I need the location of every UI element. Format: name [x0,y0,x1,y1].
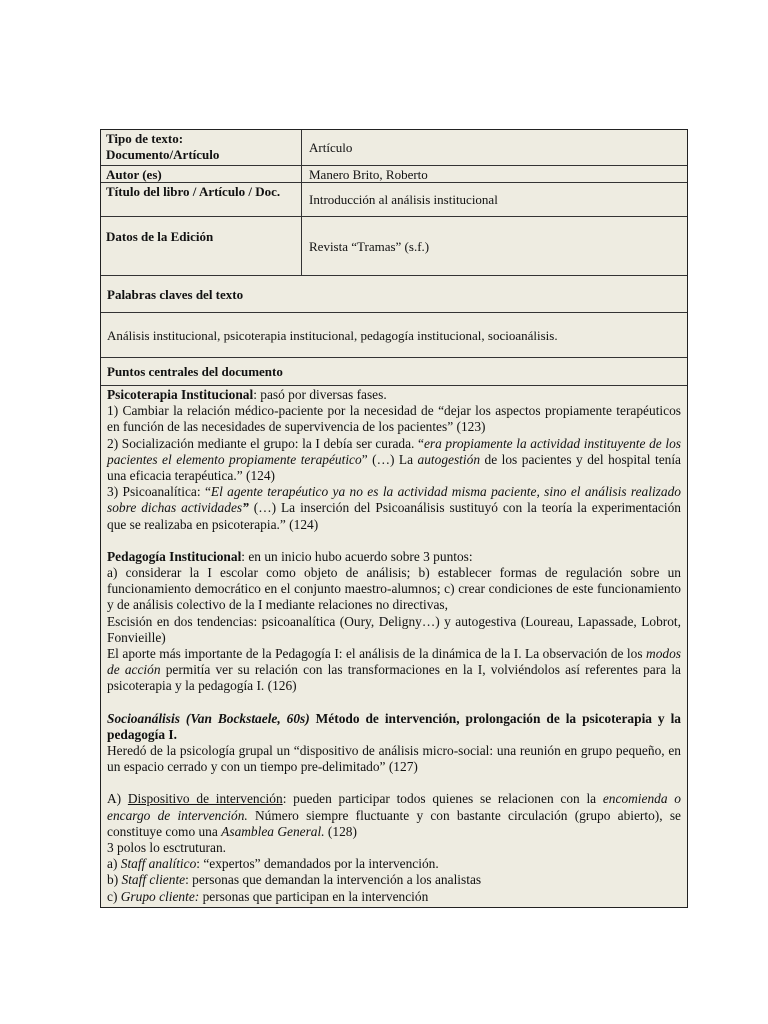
socioanalisis-title [107,711,681,743]
psicoterapia-point-1: 1) Cambiar la relación médico-paciente por la necesidad de “dejar los aspectos propiamente terapéuticos en función de las necesidades de supervivencia de los pacientes” (123) [107,403,681,435]
socioanalisis-point-1: Heredó de la psicología grupal un “dispositivo de análisis micro-social: una reunión en grupo pequeño, en un espacio cerrado y con un tiempo pre-delimitado” (127) [107,743,681,775]
psicoterapia-point-2 [107,436,681,485]
pedagogia-title: Pedagogía Institucional [107,548,242,564]
row-titulo [101,183,687,217]
polo-a-text: : “expertos” demandados por la intervención. [196,856,439,872]
row-points-body [101,386,687,907]
peda-p3-text-a: El aporte más importante de la Pedagogía I: el análisis de la dinámica de la I. La observación de los [107,646,647,662]
p2-autogestion: autogestión [417,451,481,467]
grupo-cliente: Grupo cliente: [120,888,200,904]
value-titulo: Introducción al análisis institucional [309,192,498,207]
row-keywords-heading [101,276,687,313]
p2-quote: era propiamente la actividad instituyente de los pacientes el elemento propiamente terapéutico [107,435,681,467]
psicoterapia-title: Psicoterapia Institucional [107,387,254,402]
polo-b-prefix: b) [107,872,122,888]
a-prefix: A) [107,791,128,807]
peda-p3-text-b: permitía ver su relación con las transformaciones en la I, volviéndolos así referentes para la psicoterapia y la pedagogía I. (126) [107,662,681,694]
p3-text-a: 3) Psicoanalítica: “ [107,484,211,500]
value-autor: Manero Brito, Roberto [309,166,428,182]
a-text-1: : pueden participar todos quienes se relacionen con la [282,791,603,807]
polo-b-text: : personas que demandan la intervención a los analistas [185,872,482,888]
label-autor: Autor (es) [101,166,302,182]
polo-c-text: personas que participan en la intervención [199,888,429,904]
row-points-heading [101,358,687,386]
pedagogia-intro-text: : en un inicio hubo acuerdo sobre 3 puntos: [241,548,473,564]
p2-text-c: de los pacientes y del hospital tenía una eficacia terapéutica.” (124) [107,451,681,484]
psicoterapia-intro [107,387,681,403]
pedagogia-point-2: Escisión en dos tendencias: psicoanalítica (Oury, Deligny…) y autogestiva (Loureau, Lapassade, Lobrot, Fonvieille) [107,613,681,645]
polos-text: 3 polos lo esctruturan. [107,840,227,856]
staff-analitico: Staff analítico [120,856,197,872]
psicoterapia-intro-text: : pasó por diversas fases. [253,387,387,402]
pedagogia-point-3 [107,646,681,695]
value-tipo-texto: Artículo [309,140,353,155]
row-autor [101,166,687,183]
p3-quote: El agente terapéutico ya no es la actividad misma paciente, sino el análisis realizado sobre dichas actividades [107,484,681,516]
a-text-3: (128) [324,823,357,839]
points-heading: Puntos centrales del documento [107,364,283,379]
asamblea-general: Asamblea General. [221,823,325,839]
staff-cliente: Staff cliente [121,872,186,888]
keywords-heading: Palabras claves del texto [107,286,244,302]
dispositivo-intervencion [107,791,681,840]
label-tipo-texto: Tipo de texto: Documento/Artículo [101,130,302,165]
label-titulo: Título del libro / Artículo / Doc. [101,183,302,216]
value-datos-edicion: Revista “Tramas” (s.f.) [309,238,430,254]
socioanalisis-title-rest: Método de intervención, prolongación de la psicoterapia y la pedagogía I. [107,710,681,742]
pedagogia-point-1: a) considerar la I escolar como objeto de análisis; b) establecer formas de regulación sobre un funcionamiento democrático en el conjunto maestro-alumnos; c) crear condiciones de este funcionamiento y de análisis colectivo de la I mediante relaciones no directivas, [107,565,681,613]
polo-c [107,889,681,905]
points-body [101,386,687,907]
pedagogia-intro [107,549,681,565]
row-tipo-texto [101,130,687,166]
polo-a-prefix: a) [107,856,121,872]
polo-b [107,872,681,888]
p3-close-quote: ” [242,500,249,516]
polo-c-prefix: c) [107,888,121,904]
document-summary-table [100,129,688,908]
keywords-text: Análisis institucional, psicoterapia institucional, pedagogía institucional, socioanálisis. [107,327,558,343]
modos-de-accion: modos de acción [107,646,681,678]
p3-text-b: (…) La inserción del Psicoanálisis sustituyó con la teoría la experimentación que se realizaba en psicoterapia.” (124) [107,500,681,532]
encomienda: encomienda o encargo de intervención. [107,791,681,823]
p2-text-b: ” (…) La [361,451,418,467]
socioanalisis-title-italic: Socioanálisis (Van Bockstaele, 60s) [107,710,310,726]
psicoterapia-point-3 [107,484,681,533]
p2-text-a: 2) Socialización mediante el grupo: la I debía ser curada. “ [107,435,424,451]
a-text-2: Número siempre fluctuante y con bastante circulación (grupo abierto), se constituye como una [107,807,681,839]
dispositivo-label: Dispositivo de intervención [127,791,283,807]
row-datos-edicion [101,217,687,276]
label-datos-edicion: Datos de la Edición [101,217,302,275]
polo-a [107,856,681,872]
row-keywords [101,313,687,358]
